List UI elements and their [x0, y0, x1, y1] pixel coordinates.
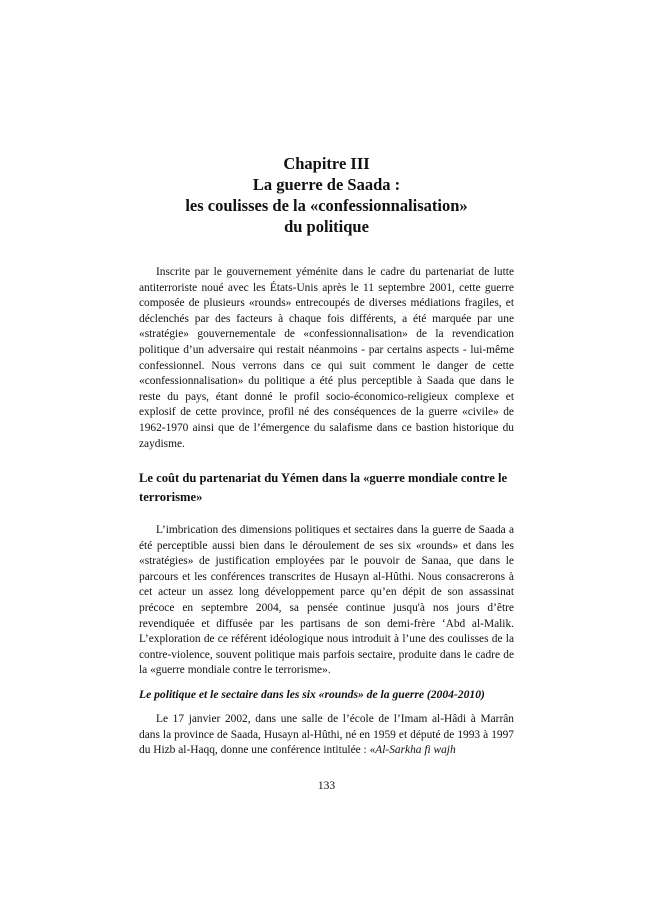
subsection-paragraph — [139, 712, 514, 759]
section-heading: Le coût du partenariat du Yémen dans la «guerre mondiale contre le terrorisme» — [139, 471, 508, 504]
chapter-title-line-3: du politique — [284, 217, 369, 236]
chapter-title-line-1: La guerre de Saada : — [252, 175, 401, 194]
chapter-title — [139, 153, 514, 237]
subsection-heading: Le politique et le sectaire dans les six «rounds» de la guerre (2004-2010) — [139, 688, 485, 701]
conference-title: Al-Sarkha fi wajh — [375, 744, 456, 757]
section-paragraph: L’imbrication des dimensions politiques et sectaires dans la guerre de Saada a été perceptible aussi bien dans le déroulement de ses six «rounds» et dans les «stratégies» de justification employées par le pouvoir de Sanaa, que dans le parcours et les conférences transcrites de Husayn al-Hûthi. Nous consacrerons à cet acteur un assez long développement parce qu’en dépit de son assassinat précoce en septembre 2004, sa pensée continue jusqu'à nos jours d’être revendiquée et diffusée par les partisans de son demi-frère ‘Abd al-Malik. L’exploration de ce référent idéologique nous introduit à l’une des coulisses de la contre-violence, souvent politique mais parfois sectaire, produite dans le cadre de la «guerre mondiale contre le terrorisme». — [139, 524, 514, 677]
chapter-number: Chapitre III — [283, 154, 370, 173]
page-number: 133 — [317, 780, 336, 792]
intro-paragraph: Inscrite par le gouvernement yéménite dans le cadre du partenariat de lutte antiterroriste noué avec les États-Unis après le 11 septembre 2001, cette guerre composée de plusieurs «rounds» entrecoupés de diverses médiations fragiles, et déclenchés par des facteurs à chaque fois différents, a été marquée par une «stratégie» gouvernementale de «confessionnalisation» de la revendication politique d’un adversaire qui restait néanmoins - par certains aspects - lui-même confessionnel. Nous verrons dans ce qui suit comment le danger de cette «confessionnalisation» du politique a été plus perceptible à Saada que dans le reste du pays, étant donné le profil socio-économico-religieux complexe et explosif de cette province, profil né des conséquences de la guerre «civile» de 1962-1970 ainsi que de l’émergence du salafisme dans ce bastion historique du zaydisme. — [139, 266, 514, 450]
chapter-title-line-2: les coulisses de la «confessionnalisation» — [185, 196, 468, 215]
subsection-paragraph-text: Le 17 janvier 2002, dans une salle de l’école de l’Imam al-Hâdi à Marrân dans la province de Saada, Husayn al-Hûthi, né en 1959 et député de 1993 à 1997 du Hizb al-Haqq, donne une conférence intitulée : « — [139, 713, 514, 757]
